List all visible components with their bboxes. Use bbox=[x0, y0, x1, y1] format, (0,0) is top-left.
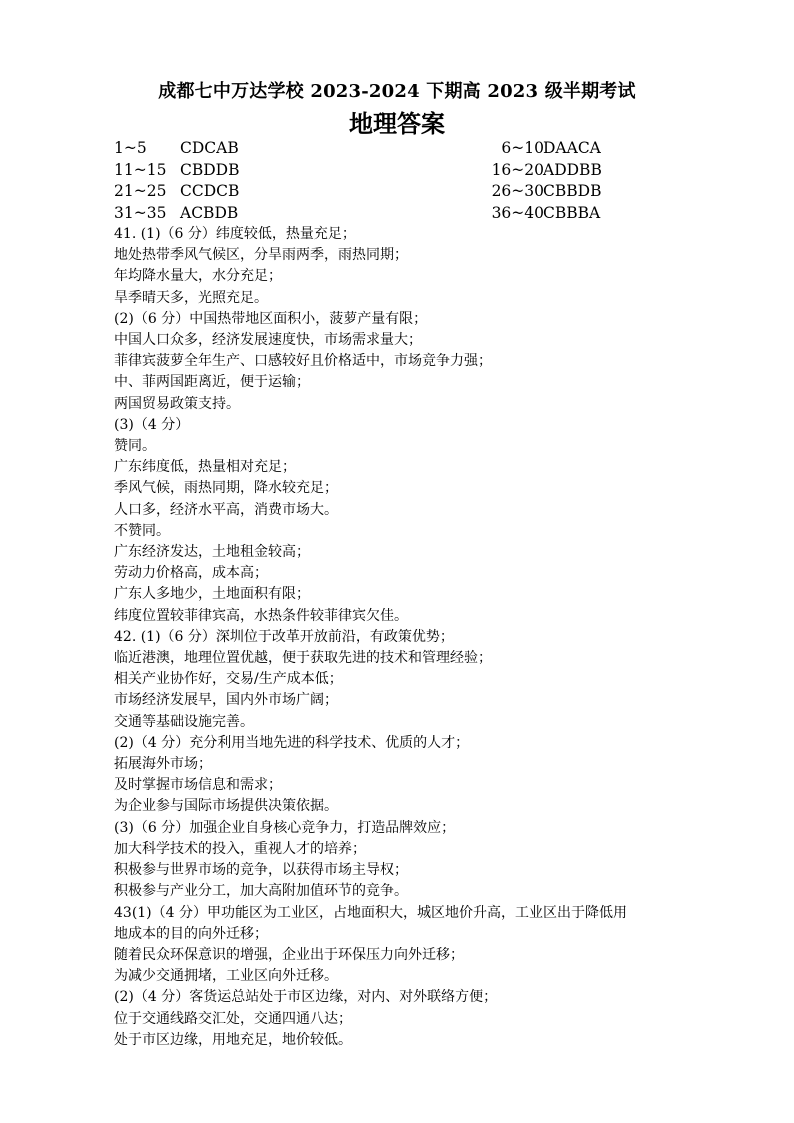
answer-line: 人口多，经济水平高，消费市场大。 bbox=[114, 501, 338, 518]
question-range: 26~30 bbox=[491, 182, 544, 201]
answer-line: (2)（4 分）充分利用当地先进的科学技术、优质的人才； bbox=[114, 734, 470, 751]
answer-line: 市场经济发展早，国内外市场广阔； bbox=[114, 692, 338, 709]
answer-line: 积极参与产业分工，加大高附加值环节的竞争。 bbox=[114, 883, 408, 900]
question-range: 31~35 bbox=[114, 203, 167, 222]
answer-line: 季风气候，雨热同期，降水较充足； bbox=[114, 480, 338, 497]
answer-line: 纬度位置较菲律宾高，水热条件较菲律宾欠佳。 bbox=[114, 607, 408, 624]
question-range: 21~25 bbox=[114, 182, 167, 201]
answer-line: 年均降水量大，水分充足； bbox=[114, 268, 282, 285]
answer-line: 43(1)（4 分）甲功能区为工业区，占地面积大，城区地价升高，工业区出于降低用 bbox=[114, 904, 628, 921]
question-range: 11~15 bbox=[114, 160, 167, 179]
answer-row bbox=[114, 182, 614, 204]
subject-title: 地理答案 bbox=[349, 109, 445, 138]
answer-line: 加大科学技术的投入，重视人才的培养； bbox=[114, 840, 366, 857]
answer-line: 地成本的目的向外迁移； bbox=[114, 925, 268, 942]
answer-line: 拓展海外市场； bbox=[114, 756, 212, 773]
answer-letters: CBBBA bbox=[543, 203, 601, 222]
answer-line: 菲律宾菠萝全年生产、口感较好且价格适中，市场竞争力强； bbox=[114, 353, 492, 370]
answer-row bbox=[114, 204, 614, 226]
answer-letters: CDCAB bbox=[180, 139, 239, 157]
answer-line: 不赞同。 bbox=[114, 522, 170, 539]
answer-line: 两国贸易政策支持。 bbox=[114, 395, 240, 412]
answer-line: 处于市区边缘，用地充足，地价较低。 bbox=[114, 1031, 352, 1048]
answer-line: (3)（4 分） bbox=[114, 416, 190, 433]
answer-line: 交通等基础设施完善。 bbox=[114, 713, 254, 730]
answer-letters: DAACA bbox=[543, 139, 601, 157]
answer-line: 临近港澳，地理位置优越，便于获取先进的技术和管理经验； bbox=[114, 650, 492, 667]
answer-line: 中国人口众多，经济发展速度快，市场需求量大； bbox=[114, 332, 422, 349]
answer-line: 广东人多地少，土地面积有限； bbox=[114, 586, 310, 603]
answer-line: (2)（4 分）客货运总站处于市区边缘，对内、对外联络方便； bbox=[114, 989, 498, 1006]
answer-letters: CBBDB bbox=[543, 182, 602, 201]
answer-line: 41. (1)（6 分）纬度较低，热量充足； bbox=[114, 226, 356, 242]
answer-line: 为企业参与国际市场提供决策依据。 bbox=[114, 798, 338, 815]
answer-row bbox=[114, 139, 614, 161]
answer-line: 积极参与世界市场的竞争，以获得市场主导权； bbox=[114, 862, 408, 879]
answer-text-body bbox=[114, 224, 694, 1051]
answer-line: (3)（6 分）加强企业自身核心竞争力，打造品牌效应； bbox=[114, 819, 456, 836]
answer-line: 相关产业协作好，交易/生产成本低； bbox=[114, 671, 343, 688]
answer-letters: CBDDB bbox=[180, 160, 240, 179]
answer-line: 随着民众环保意识的增强，企业出于环保压力向外迁移； bbox=[114, 946, 464, 963]
answer-letters: CCDCB bbox=[180, 182, 240, 201]
answer-letters: ADDBB bbox=[543, 160, 602, 179]
question-range: 16~20 bbox=[491, 160, 544, 179]
answer-line: (2)（6 分）中国热带地区面积小，菠萝产量有限； bbox=[114, 310, 428, 327]
answer-letters: ACBDB bbox=[180, 203, 239, 222]
school-exam-title: 成都七中万达学校 2023-2024 下期高 2023 级半期考试 bbox=[158, 81, 636, 102]
answer-line: 中、菲两国距离近，便于运输； bbox=[114, 374, 310, 391]
question-range: 6~10 bbox=[501, 139, 544, 157]
answer-row bbox=[114, 161, 614, 183]
answer-line: 广东纬度低，热量相对充足； bbox=[114, 459, 296, 476]
answer-line: 赞同。 bbox=[114, 438, 156, 455]
answer-line: 及时掌握市场信息和需求； bbox=[114, 777, 282, 794]
answer-line: 为减少交通拥堵，工业区向外迁移。 bbox=[114, 968, 338, 985]
answer-line: 旱季晴天多，光照充足。 bbox=[114, 289, 268, 306]
answer-line: 位于交通线路交汇处，交通四通八达； bbox=[114, 1010, 352, 1027]
multiple-choice-answer-grid bbox=[114, 139, 614, 225]
answer-line: 42. (1)（6 分）深圳位于改革开放前沿，有政策优势； bbox=[114, 628, 454, 645]
answer-line: 劳动力价格高，成本高； bbox=[114, 565, 268, 582]
question-range: 36~40 bbox=[491, 203, 544, 222]
question-range: 1~5 bbox=[114, 139, 147, 157]
answer-line: 地处热带季风气候区，分旱雨两季，雨热同期； bbox=[114, 247, 408, 264]
answer-line: 广东经济发达，土地租金较高； bbox=[114, 544, 310, 561]
